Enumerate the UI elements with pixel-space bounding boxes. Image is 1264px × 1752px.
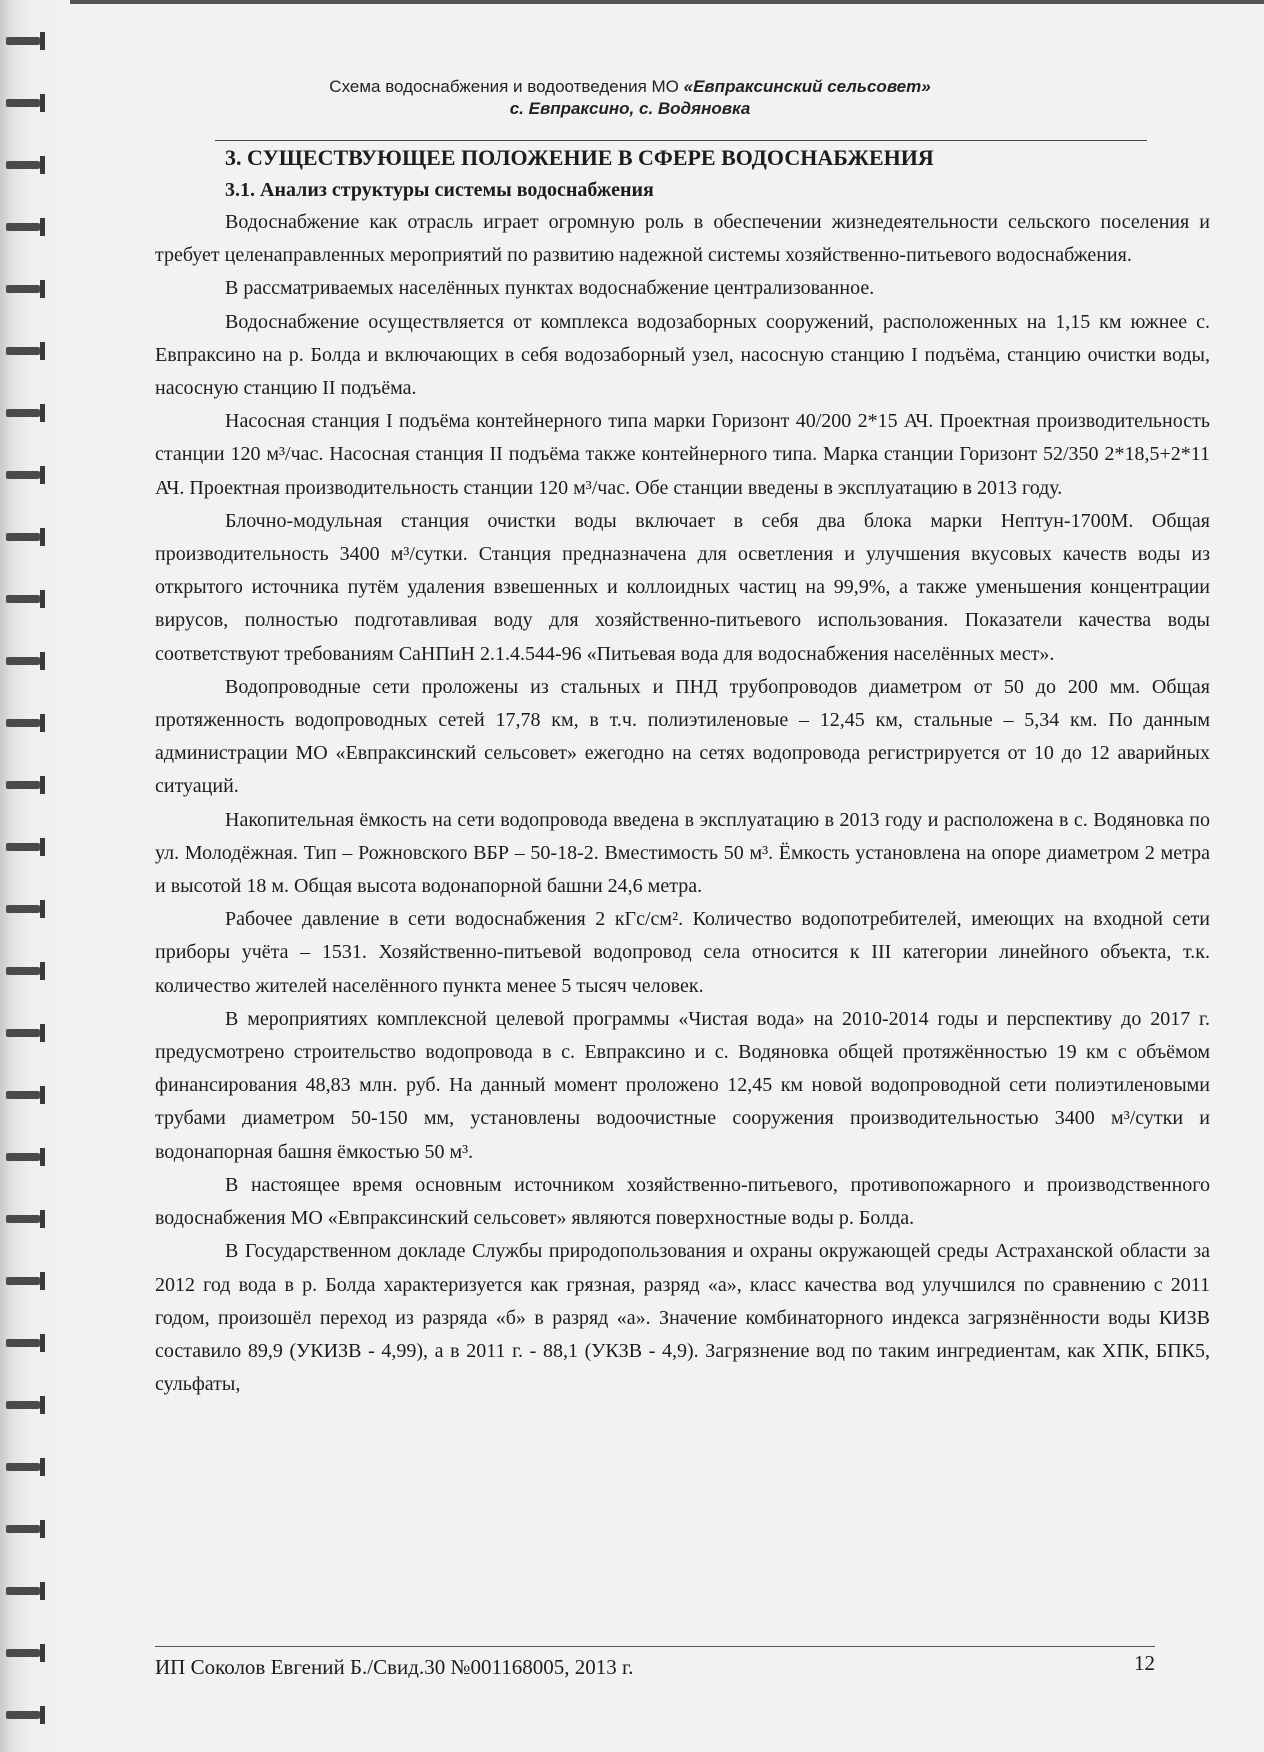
footer-author: ИП Соколов Евгений Б./Свид.30 №001168005, 2013 г. <box>155 1655 634 1679</box>
binding-ring <box>6 650 58 672</box>
binding-ring <box>6 960 58 982</box>
page-body <box>155 142 1210 1401</box>
header-line-1 <box>130 76 1130 98</box>
binding-ring <box>6 1704 58 1726</box>
binding-ring <box>6 154 58 176</box>
paragraph: В мероприятиях комплексной целевой программы «Чистая вода» на 2010-2014 годы и перспективу до 2017 г. предусмотрено строительство водопровода в с. Евпраксино и с. Водяновка общей протяжённостью 19 км с объёмом финансирования 48,83 млн. руб. На данный момент проложено 12,45 км новой водопроводной сети полиэтиленовыми трубами диаметром 50-150 мм, установлены водоочистные сооружения производительностью 3400 м³/сутки и водонапорная башня ёмкостью 50 м³. <box>155 1007 1210 1163</box>
binding-ring <box>6 216 58 238</box>
paragraph: Водопроводные сети проложены из стальных и ПНД трубопроводов диаметром от 50 до 200 мм. Общая протяженность водопроводных сетей 17,78 км, в т.ч. полиэтиленовые – 12,45 км, стальные – 5,34 км. По данным администрации МО «Евпраксинский сельсовет» ежегодно на сетях водопровода регистрируется от 10 до 12 аварийных ситуаций. <box>155 675 1210 798</box>
subsection-title: 3.1. Анализ структуры системы водоснабжения <box>225 179 654 201</box>
binding-ring <box>6 402 58 424</box>
header-divider <box>215 140 1147 141</box>
binding-ring <box>6 1084 58 1106</box>
binding-ring <box>6 1456 58 1478</box>
page-number: 12 <box>1134 1651 1155 1675</box>
paragraph: В настоящее время основным источником хозяйственно-питьевого, противопожарного и производственного водоснабжения МО «Евпраксинский сельсовет» являются поверхностные воды р. Болда. <box>155 1173 1210 1230</box>
paragraph: В Государственном докладе Службы природопользования и охраны окружающей среды Астраханской области за 2012 год вода в р. Болда характеризуется как грязная, разряд «а», класс качества вод улучшился по сравнению с 2011 годом, произошёл переход из разряда «б» в разряд «а». Значение комбинаторного индекса загрязнённости воды КИЗВ составило 89,9 (УКИЗВ - 4,99), а в 2011 г. - 88,1 (УКЗВ - 4,9). Загрязнение вод по таким ингредиентам, как ХПК, БПК5, сульфаты, <box>155 1240 1210 1396</box>
paragraph: Водоснабжение осуществляется от комплекса водозаборных сооружений, расположенных на 1,15 км южнее с. Евпраксино на р. Болда и включающих в себя водозаборный узел, насосную станцию I подъёма, станцию очистки воды, насосную станцию II подъёма. <box>155 310 1210 400</box>
binding-ring <box>6 898 58 920</box>
section-title: 3. СУЩЕСТВУЮЩЕЕ ПОЛОЖЕНИЕ В СФЕРЕ ВОДОСНАБЖЕНИЯ <box>225 145 934 170</box>
header-prefix: Схема водоснабжения и водоотведения МО <box>329 77 684 96</box>
binding-ring <box>6 340 58 362</box>
binding-ring <box>6 774 58 796</box>
header-org-name: «Евпраксинский сельсовет» <box>683 77 931 96</box>
binding-ring <box>6 526 58 548</box>
paragraph: В рассматриваемых населённых пунктах водоснабжение централизованное. <box>225 277 875 300</box>
binding-ring <box>6 1022 58 1044</box>
binding-ring <box>6 1270 58 1292</box>
page-footer <box>155 1646 1155 1680</box>
header-line-2: с. Евпраксино, с. Водяновка <box>509 99 751 118</box>
running-header <box>130 76 1130 120</box>
binding-ring <box>6 1580 58 1602</box>
binding-ring <box>6 588 58 610</box>
binding-ring <box>6 1146 58 1168</box>
paragraph: Водоснабжение как отрасль играет огромную роль в обеспечении жизнедеятельности сельского поселения и требует целенаправленных мероприятий по развитию надежной системы хозяйственно-питьевого водоснабжения. <box>155 211 1210 267</box>
top-edge <box>70 0 1264 4</box>
binding-ring <box>6 712 58 734</box>
binding-spine <box>0 0 70 1752</box>
binding-ring <box>6 30 58 52</box>
paragraph: Блочно-модульная станция очистки воды включает в себя два блока марки Нептун-1700М. Общая производительность 3400 м³/сутки. Станция предназначена для осветления и улучшения вкусовых качеств воды из открытого источника путём удаления взвешенных и коллоидных частиц на 99,9%, а также уменьшения концентрации вирусов, полностью подготавливая воду для хозяйственно-питьевого использования. Показатели качества воды соответствуют требованиям СаНПиН 2.1.4.544-96 «Питьевая вода для водоснабжения населённых мест». <box>155 509 1210 665</box>
binding-ring <box>6 464 58 486</box>
paragraph: Накопительная ёмкость на сети водопровода введена в эксплуатацию в 2013 году и расположена в с. Водяновка по ул. Молодёжная. Тип – Рожновского ВБР – 50-18-2. Вместимость 50 м³. Ёмкость установлена на опоре диаметром 2 метра и высотой 18 м. Общая высота водонапорной башни 24,6 метра. <box>155 808 1210 898</box>
binding-ring <box>6 1642 58 1664</box>
binding-ring <box>6 278 58 300</box>
binding-ring <box>6 1518 58 1540</box>
paragraph: Рабочее давление в сети водоснабжения 2 кГс/см². Количество водопотребителей, имеющих на входной сети приборы учёта – 1531. Хозяйственно-питьевой водопровод села относится к III категории линейного объекта, т.к. количество жителей населённого пункта менее 5 тысяч человек. <box>155 908 1210 997</box>
binding-ring <box>6 836 58 858</box>
paragraph: Насосная станция I подъёма контейнерного типа марки Горизонт 40/200 2*15 АЧ. Проектная производительность станции 120 м³/час. Насосная станция II подъёма также контейнерного типа. Марка станции Горизонт 52/350 2*18,5+2*11 АЧ. Проектная производительность станции 120 м³/час. Обе станции введены в эксплуатацию в 2013 году. <box>155 410 1210 499</box>
binding-ring <box>6 1332 58 1354</box>
binding-ring <box>6 1208 58 1230</box>
binding-ring <box>6 1394 58 1416</box>
binding-ring <box>6 92 58 114</box>
